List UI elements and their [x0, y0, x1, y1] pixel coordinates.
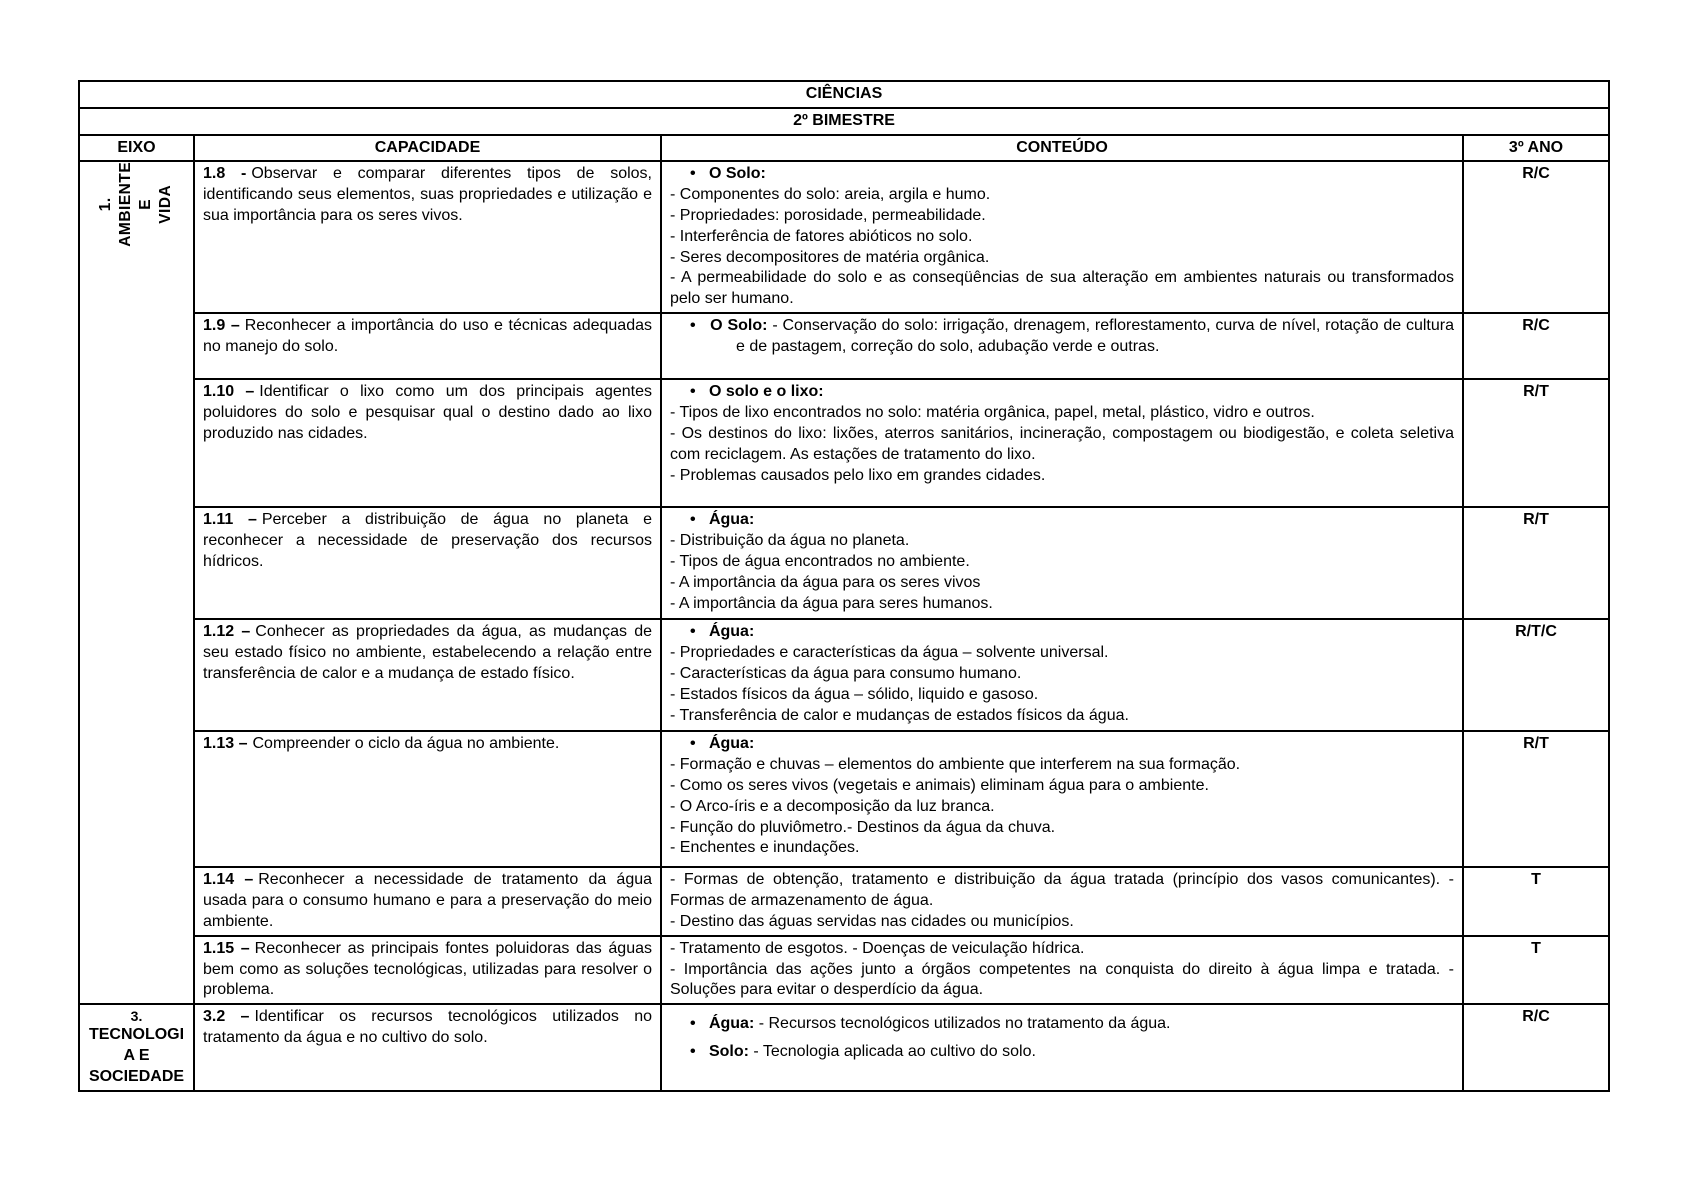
capacidade-cell: [194, 731, 661, 867]
conteudo-cell: [661, 313, 1463, 379]
text-line: - Os destinos do lixo: lixões, aterros sanitários, incineração, compostagem ou biodigestão, e coleta seletiva com reciclagem. As estações de tratamento do lixo.: [670, 424, 1454, 463]
capacidade-text: Identificar o lixo como um dos principais agentes poluidores do solo e pesquisar qual o destino dado ao lixo produzido nas cidades.: [203, 383, 653, 442]
capacidade-cell: [194, 619, 661, 731]
bullet-icon: •: [690, 511, 709, 529]
capacidade-number: 1.15 –: [203, 939, 250, 957]
header-row: [79, 135, 1609, 162]
col-header-conteudo: CONTEÚDO: [661, 135, 1463, 162]
text-line: • Água:: [690, 623, 755, 641]
text-line: - Tipos de lixo encontrados no solo: matéria orgânica, papel, metal, plástico, vidro e outros.: [670, 404, 1315, 422]
text-line: - Problemas causados pelo lixo em grandes cidades.: [670, 466, 1046, 484]
text-line: - Formas de obtenção, tratamento e distribuição da água tratada (princípio dos vasos comunicantes). - Formas de armazenamento de água.: [670, 871, 1454, 910]
conteudo-cell: [661, 507, 1463, 619]
bullet-icon: •: [690, 165, 709, 183]
text-line: - Importância das ações junto a órgãos competentes na conquista do direito à água limpa e tratada. - Soluções para evitar o desperdício da água.: [670, 960, 1454, 999]
capacidade-cell: [194, 507, 661, 619]
text-line: - Destino das águas servidas nas cidades ou municípios.: [670, 912, 1074, 930]
conteudo-cell: [661, 161, 1463, 313]
text-line: - Distribuição da água no planeta.: [670, 532, 910, 550]
capacidade-text: Perceber a distribuição de água no planeta e reconhecer a necessidade de preservação dos recursos hídricos.: [203, 511, 652, 570]
capacidade-number: 1.11 –: [203, 511, 257, 529]
conteudo-cell: [661, 1004, 1463, 1091]
capacidade-number: 1.14 –: [203, 871, 254, 889]
capacidade-text: Reconhecer a necessidade de tratamento da água usada para o consumo humano e para a preservação do meio ambiente.: [203, 871, 653, 930]
capacidade-number: 1.9 –: [203, 317, 240, 335]
text-line: - A permeabilidade do solo e as conseqüências de sua alteração em ambientes naturais ou transformados pelo ser humano.: [670, 269, 1454, 308]
capacidade-text: Reconhecer as principais fontes poluidoras das águas bem como as soluções tecnológicas, utilizadas para resolver o problema.: [203, 939, 653, 999]
table-row-1-11: [79, 507, 1609, 619]
table-row-3-2: [79, 1004, 1609, 1091]
text-line: E: [137, 199, 155, 211]
col-header-capacidade: CAPACIDADE: [194, 135, 661, 162]
text-line: - A importância da água para seres humanos.: [670, 594, 993, 612]
bullet-icon: •: [690, 1015, 709, 1033]
text-line: • O Solo:: [690, 165, 766, 183]
text-line: - Formação e chuvas – elementos do ambiente que interferem na sua formação.: [670, 756, 1241, 774]
capacidade-cell: [194, 1004, 661, 1091]
text-line: • O solo e o lixo:: [690, 383, 824, 401]
bullet-icon: •: [690, 383, 709, 401]
bullet-icon: •: [690, 735, 709, 753]
capacidade-text: Observar e comparar diferentes tipos de solos, identificando seus elementos, suas propriedades e utilização e sua importância para os seres vivos.: [203, 165, 652, 224]
capacidade-text: Identificar os recursos tecnológicos utilizados no tratamento da água e no cultivo do solo.: [203, 1008, 652, 1046]
capacidade-number: 1.13 –: [203, 735, 248, 753]
table-row-1-10: [79, 379, 1609, 507]
eixo-cell-ambiente-e-vida: [79, 161, 194, 1004]
ano-cell: T: [1463, 936, 1609, 1004]
text-line: A E: [123, 1047, 150, 1065]
text-line: • Água:: [690, 735, 755, 753]
capacidade-cell: [194, 936, 661, 1004]
text-line: - Seres decompositores de matéria orgânica.: [670, 248, 990, 266]
eixo-cell-tecnologia-e-sociedade: [79, 1004, 194, 1091]
ano-cell: R/C: [1463, 161, 1609, 313]
text-line: - Propriedades e características da água – solvente universal.: [670, 644, 1109, 662]
text-line: • Água: - Recursos tecnológicos utilizados no tratamento da água.: [690, 1015, 1171, 1033]
document-title: CIÊNCIAS: [79, 81, 1609, 108]
text-line: - Interferência de fatores abióticos no solo.: [670, 227, 973, 245]
ano-cell: R/T/C: [1463, 619, 1609, 731]
text-line: - Tratamento de esgotos. - Doenças de veiculação hídrica.: [670, 939, 1085, 957]
text-line: AMBIENTE: [117, 162, 135, 248]
capacidade-text: Conhecer as propriedades da água, as mudanças de seu estado físico no ambiente, estabelecendo a relação entre transferência de calor e a mudança de estado físico.: [203, 623, 652, 682]
bimestre-subtitle: 2º BIMESTRE: [79, 108, 1609, 135]
capacidade-cell: [194, 867, 661, 935]
conteudo-cell: [661, 379, 1463, 507]
text-line: SOCIEDADE: [88, 1067, 185, 1085]
text-line: TECNOLOGI: [88, 1026, 185, 1044]
text-line: - A importância da água para os seres vivos: [670, 573, 981, 591]
capacidade-cell: [194, 313, 661, 379]
capacidade-cell: [194, 161, 661, 313]
capacidade-cell: [194, 379, 661, 507]
text-line: • Água:: [690, 511, 755, 529]
capacidade-number: 1.8 -: [203, 165, 247, 183]
capacidade-text: Reconhecer a importância do uso e técnicas adequadas no manejo do solo.: [203, 317, 652, 356]
text-line: - Como os seres vivos (vegetais e animais) eliminam água para o ambiente.: [670, 776, 1209, 794]
ano-cell: R/C: [1463, 1004, 1609, 1091]
bullet-icon: •: [690, 317, 711, 335]
table-row-1-14: [79, 867, 1609, 935]
table-row-1-13: [79, 731, 1609, 867]
ano-cell: R/T: [1463, 731, 1609, 867]
text-line: - Características da água para consumo humano.: [670, 664, 1022, 682]
title-row: [79, 81, 1609, 108]
table-row-1-12: [79, 619, 1609, 731]
capacidade-number: 1.12 –: [203, 623, 251, 641]
text-line: VIDA: [157, 185, 175, 225]
col-header-ano: 3º ANO: [1463, 135, 1609, 162]
conteudo-cell: [661, 936, 1463, 1004]
ano-cell: R/T: [1463, 379, 1609, 507]
table-row-1-15: [79, 936, 1609, 1004]
conteudo-cell: [661, 619, 1463, 731]
ano-cell: R/C: [1463, 313, 1609, 379]
table-row-1-9: [79, 313, 1609, 379]
col-header-eixo: EIXO: [79, 135, 194, 162]
conteudo-cell: [661, 867, 1463, 935]
bullet-icon: •: [690, 1042, 709, 1060]
subtitle-row: [79, 108, 1609, 135]
ano-cell: R/T: [1463, 507, 1609, 619]
text-line: 1.: [97, 197, 115, 212]
capacidade-number: 1.10 –: [203, 383, 255, 401]
text-line: - Função do pluviômetro.- Destinos da água da chuva.: [670, 818, 1056, 836]
text-line: - Estados físicos da água – sólido, liquido e gasoso.: [670, 685, 1039, 703]
text-line: - Transferência de calor e mudanças de estados físicos da água.: [670, 706, 1129, 724]
ano-cell: T: [1463, 867, 1609, 935]
text-line: 3.: [130, 1008, 143, 1025]
capacidade-number: 3.2 –: [203, 1008, 250, 1026]
text-line: - Componentes do solo: areia, argila e humo.: [670, 186, 991, 204]
table-row-1-8: [79, 161, 1609, 313]
bullet-icon: •: [690, 623, 709, 641]
capacidade-text: Compreender o ciclo da água no ambiente.: [252, 735, 560, 753]
text-line: - O Arco-íris e a decomposição da luz branca.: [670, 797, 995, 815]
conteudo-cell: [661, 731, 1463, 867]
curriculum-table: [78, 80, 1610, 1092]
text-line: • O Solo: - Conservação do solo: irrigação, drenagem, reflorestamento, curva de nível, rotação de cultura e de pastagem, correção do solo, adubação verde e outras.: [690, 317, 1455, 356]
eixo-label-ambiente-e-vida: [96, 162, 177, 247]
text-line: - Tipos de água encontrados no ambiente.: [670, 552, 970, 570]
text-line: - Enchentes e inundações.: [670, 839, 860, 857]
text-line: - Propriedades: porosidade, permeabilidade.: [670, 206, 986, 224]
text-line: • Solo: - Tecnologia aplicada ao cultivo do solo.: [690, 1042, 1036, 1060]
